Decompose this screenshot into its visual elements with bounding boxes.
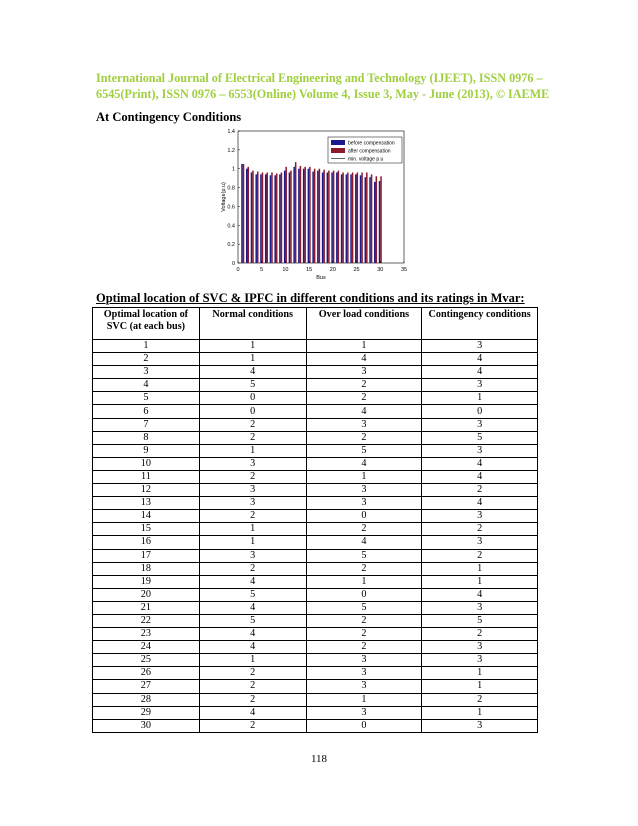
table-row	[93, 706, 538, 719]
bar-after-compensation	[290, 171, 292, 263]
table-cell: 2	[93, 353, 200, 366]
y-tick-label: 1	[231, 166, 235, 173]
legend-label-after: after compensation	[348, 148, 391, 155]
table-cell: 3	[306, 497, 422, 510]
table-cell: 1	[306, 693, 422, 706]
table-cell: 2	[422, 628, 538, 641]
table-cell: 8	[93, 431, 200, 444]
table-cell: 5	[306, 549, 422, 562]
table-cell: 4	[422, 353, 538, 366]
table-cell: 3	[199, 457, 306, 470]
table-cell: 3	[422, 444, 538, 457]
bar-after-compensation	[338, 171, 340, 263]
bar-before-compensation	[365, 177, 367, 263]
table-cell: 2	[199, 667, 306, 680]
x-tick-label: 20	[329, 267, 336, 273]
table-cell: 2	[199, 680, 306, 693]
table-cell: 1	[422, 680, 538, 693]
bar-after-compensation	[323, 170, 325, 263]
bar-before-compensation	[327, 172, 329, 263]
table-cell: 1	[422, 392, 538, 405]
bar-after-compensation	[366, 172, 368, 263]
table-cell: 18	[93, 562, 200, 575]
table-cell: 4	[93, 379, 200, 392]
table-cell: 5	[199, 614, 306, 627]
table-cell: 1	[422, 667, 538, 680]
bar-before-compensation	[360, 175, 362, 263]
table-cell: 1	[93, 340, 200, 353]
table-body	[93, 340, 538, 733]
table-cell: 23	[93, 628, 200, 641]
table-cell: 4	[199, 366, 306, 379]
table-cell: 4	[306, 405, 422, 418]
bar-before-compensation	[293, 167, 295, 263]
voltage-chart	[214, 126, 414, 286]
table-cell: 15	[93, 523, 200, 536]
table-cell: 0	[306, 510, 422, 523]
table-cell: 2	[422, 549, 538, 562]
table-cell: 11	[93, 470, 200, 483]
table-cell: 5	[93, 392, 200, 405]
table-cell: 3	[422, 379, 538, 392]
table-cell: 2	[422, 693, 538, 706]
table-row	[93, 457, 538, 470]
bar-before-compensation	[284, 171, 286, 263]
table-cell: 4	[199, 628, 306, 641]
table-cell: 4	[306, 353, 422, 366]
table-cell: 0	[422, 405, 538, 418]
bar-before-compensation	[331, 172, 333, 263]
table-cell: 2	[306, 379, 422, 392]
bar-after-compensation	[243, 164, 245, 263]
bar-after-compensation	[285, 167, 287, 263]
table-cell: 3	[422, 601, 538, 614]
table-cell: 3	[422, 654, 538, 667]
bar-after-compensation	[304, 167, 306, 263]
y-tick-label: 0.2	[227, 242, 235, 249]
legend-label-min: min. voltage p.u	[348, 156, 384, 163]
table-cell: 5	[199, 588, 306, 601]
table-row	[93, 719, 538, 732]
legend-swatch-after	[331, 148, 345, 153]
table-cell: 1	[199, 536, 306, 549]
table-cell: 4	[422, 497, 538, 510]
bar-after-compensation	[252, 171, 254, 263]
table-cell: 1	[306, 575, 422, 588]
x-tick-label: 15	[306, 267, 313, 273]
table-cell: 2	[306, 392, 422, 405]
table-cell: 10	[93, 457, 200, 470]
table-cell: 0	[199, 392, 306, 405]
table-cell: 1	[199, 340, 306, 353]
table-cell: 27	[93, 680, 200, 693]
table-row	[93, 497, 538, 510]
bar-before-compensation	[255, 174, 257, 263]
section-heading: At Contingency Conditions	[96, 110, 242, 124]
table-cell: 0	[306, 588, 422, 601]
table-cell: 1	[199, 353, 306, 366]
table-row	[93, 601, 538, 614]
bar-before-compensation	[289, 172, 291, 263]
table-cell: 29	[93, 706, 200, 719]
table-row	[93, 366, 538, 379]
table-cell: 1	[422, 706, 538, 719]
table-row	[93, 470, 538, 483]
bar-after-compensation	[328, 171, 330, 263]
bar-before-compensation	[246, 169, 248, 263]
bar-before-compensation	[355, 174, 357, 263]
table-cell: 4	[422, 588, 538, 601]
bar-after-compensation	[281, 172, 283, 263]
bar-before-compensation	[303, 169, 305, 263]
bar-after-compensation	[262, 172, 264, 263]
y-axis-label: Voltage(p.u)	[221, 182, 227, 212]
table-cell: 5	[199, 379, 306, 392]
bar-after-compensation	[333, 171, 335, 263]
table-cell: 5	[422, 614, 538, 627]
table-row	[93, 510, 538, 523]
table-cell: 25	[93, 654, 200, 667]
table-cell: 14	[93, 510, 200, 523]
bar-after-compensation	[380, 176, 382, 263]
table-cell: 22	[93, 614, 200, 627]
table-row	[93, 340, 538, 353]
table-row	[93, 628, 538, 641]
table-row	[93, 392, 538, 405]
table-cell: 3	[93, 366, 200, 379]
table-cell: 4	[422, 457, 538, 470]
table-cell: 1	[306, 340, 422, 353]
y-tick-label: 0	[231, 261, 235, 267]
bar-after-compensation	[271, 172, 273, 263]
table-cell: 20	[93, 588, 200, 601]
table-cell: 5	[422, 431, 538, 444]
bar-after-compensation	[314, 169, 316, 263]
bar-before-compensation	[346, 174, 348, 263]
table-cell: 3	[422, 641, 538, 654]
table-row	[93, 484, 538, 497]
table-cell: 21	[93, 601, 200, 614]
voltage-chart-svg	[214, 126, 414, 286]
table-cell: 1	[199, 523, 306, 536]
table-cell: 3	[306, 706, 422, 719]
bar-after-compensation	[295, 162, 297, 263]
table-cell: 6	[93, 405, 200, 418]
table-row	[93, 418, 538, 431]
table-row	[93, 588, 538, 601]
table-cell: 3	[199, 484, 306, 497]
table-cell: 12	[93, 484, 200, 497]
legend-swatch-before	[331, 140, 345, 145]
bar-before-compensation	[260, 174, 262, 263]
y-tick-label: 0.6	[227, 204, 235, 211]
table-row	[93, 353, 538, 366]
table-cell: 3	[306, 680, 422, 693]
table-row	[93, 693, 538, 706]
header-contingency: Contingency conditions	[422, 308, 538, 340]
svc-ratings-table	[92, 307, 538, 733]
table-header-row	[93, 308, 538, 340]
table-cell: 3	[306, 667, 422, 680]
table-cell: 0	[306, 719, 422, 732]
table-row	[93, 667, 538, 680]
table-cell: 2	[306, 641, 422, 654]
table-cell: 30	[93, 719, 200, 732]
bar-before-compensation	[322, 172, 324, 263]
table-cell: 2	[306, 562, 422, 575]
table-cell: 5	[306, 444, 422, 457]
legend-label-before: before compensation	[348, 140, 395, 147]
table-cell: 2	[199, 418, 306, 431]
x-tick-label: 35	[400, 267, 408, 273]
bar-after-compensation	[352, 172, 354, 263]
table-caption: Optimal location of SVC & IPFC in different conditions and its ratings in Mvar:	[96, 291, 525, 305]
table-cell: 3	[422, 418, 538, 431]
table-row	[93, 405, 538, 418]
bar-before-compensation	[308, 169, 310, 263]
table-row	[93, 575, 538, 588]
bar-before-compensation	[312, 172, 314, 263]
table-cell: 3	[306, 484, 422, 497]
bar-before-compensation	[336, 172, 338, 263]
y-tick-label: 1.2	[227, 147, 235, 154]
table-row	[93, 549, 538, 562]
bar-after-compensation	[342, 172, 344, 263]
table-row	[93, 431, 538, 444]
bar-after-compensation	[361, 172, 363, 263]
table-cell: 3	[306, 366, 422, 379]
table-cell: 19	[93, 575, 200, 588]
table-cell: 17	[93, 549, 200, 562]
table-cell: 3	[422, 536, 538, 549]
journal-header-line-2: 6545(Print), ISSN 0976 – 6553(Online) Volume 4, Issue 3, May - June (2013), © IAEME	[96, 87, 550, 101]
table-cell: 2	[422, 484, 538, 497]
table-cell: 3	[306, 418, 422, 431]
journal-header-line-1: International Journal of Electrical Engineering and Technology (IJEET), ISSN 0976 –	[96, 71, 543, 85]
table-cell: 7	[93, 418, 200, 431]
table-cell: 13	[93, 497, 200, 510]
table-cell: 2	[199, 470, 306, 483]
table-row	[93, 614, 538, 627]
table-cell: 2	[306, 614, 422, 627]
page-number: 118	[310, 753, 328, 765]
table-cell: 1	[422, 562, 538, 575]
x-tick-label: 5	[260, 267, 264, 273]
bar-after-compensation	[257, 172, 259, 263]
table-cell: 3	[422, 719, 538, 732]
x-tick-label: 0	[236, 267, 240, 273]
table-cell: 2	[199, 431, 306, 444]
table-row	[93, 523, 538, 536]
table-row	[93, 641, 538, 654]
bar-after-compensation	[247, 167, 249, 263]
bar-after-compensation	[371, 174, 373, 263]
table-cell: 4	[306, 457, 422, 470]
table-cell: 0	[199, 405, 306, 418]
table-cell: 1	[422, 575, 538, 588]
bar-before-compensation	[298, 169, 300, 263]
bar-after-compensation	[300, 166, 302, 263]
y-tick-label: 0.8	[227, 185, 235, 192]
bar-before-compensation	[341, 174, 343, 263]
journal-header	[96, 70, 556, 102]
table-cell: 4	[199, 641, 306, 654]
bar-before-compensation	[274, 175, 276, 263]
table-row	[93, 680, 538, 693]
table-cell: 4	[422, 366, 538, 379]
table-cell: 1	[306, 470, 422, 483]
header-normal: Normal conditions	[199, 308, 306, 340]
bar-after-compensation	[309, 167, 311, 263]
bar-before-compensation	[374, 182, 376, 263]
table-cell: 1	[199, 444, 306, 457]
table-cell: 1	[199, 654, 306, 667]
bar-after-compensation	[319, 169, 321, 263]
table-cell: 3	[199, 549, 306, 562]
table-cell: 9	[93, 444, 200, 457]
table-cell: 4	[199, 706, 306, 719]
table-cell: 16	[93, 536, 200, 549]
table-cell: 26	[93, 667, 200, 680]
bar-after-compensation	[276, 173, 278, 263]
bar-before-compensation	[279, 174, 281, 263]
table-cell: 2	[306, 431, 422, 444]
table-cell: 2	[199, 719, 306, 732]
y-tick-label: 1.4	[227, 129, 235, 135]
bar-after-compensation	[357, 172, 359, 263]
table-cell: 3	[422, 510, 538, 523]
bar-before-compensation	[317, 171, 319, 263]
header-location: Optimal location of SVC (at each bus)	[93, 308, 200, 340]
table-row	[93, 379, 538, 392]
table-row	[93, 536, 538, 549]
bar-before-compensation	[251, 172, 253, 263]
table-cell: 3	[422, 340, 538, 353]
table-cell: 4	[422, 470, 538, 483]
table-cell: 2	[306, 523, 422, 536]
table-cell: 4	[199, 575, 306, 588]
table-cell: 2	[422, 523, 538, 536]
x-tick-label: 30	[377, 267, 384, 273]
bar-before-compensation	[350, 174, 352, 263]
table-cell: 2	[306, 628, 422, 641]
x-axis-label: Bus	[316, 275, 326, 281]
table-cell: 5	[306, 601, 422, 614]
x-tick-label: 10	[282, 267, 289, 273]
bar-before-compensation	[241, 164, 243, 263]
table-cell: 4	[199, 601, 306, 614]
table-row	[93, 444, 538, 457]
table-row	[93, 562, 538, 575]
table-cell: 3	[199, 497, 306, 510]
x-tick-label: 25	[353, 267, 360, 273]
bar-after-compensation	[347, 172, 349, 263]
table-cell: 24	[93, 641, 200, 654]
bar-before-compensation	[369, 177, 371, 263]
bar-after-compensation	[266, 172, 268, 263]
table-cell: 4	[306, 536, 422, 549]
table-cell: 28	[93, 693, 200, 706]
table-cell: 3	[306, 654, 422, 667]
bar-before-compensation	[379, 181, 381, 263]
header-overload: Over load conditions	[306, 308, 422, 340]
table-cell: 2	[199, 510, 306, 523]
table-cell: 2	[199, 693, 306, 706]
bar-before-compensation	[265, 174, 267, 263]
bar-before-compensation	[270, 175, 272, 263]
table-row	[93, 654, 538, 667]
table-cell: 2	[199, 562, 306, 575]
bar-after-compensation	[376, 176, 378, 263]
y-tick-label: 0.4	[227, 223, 235, 230]
